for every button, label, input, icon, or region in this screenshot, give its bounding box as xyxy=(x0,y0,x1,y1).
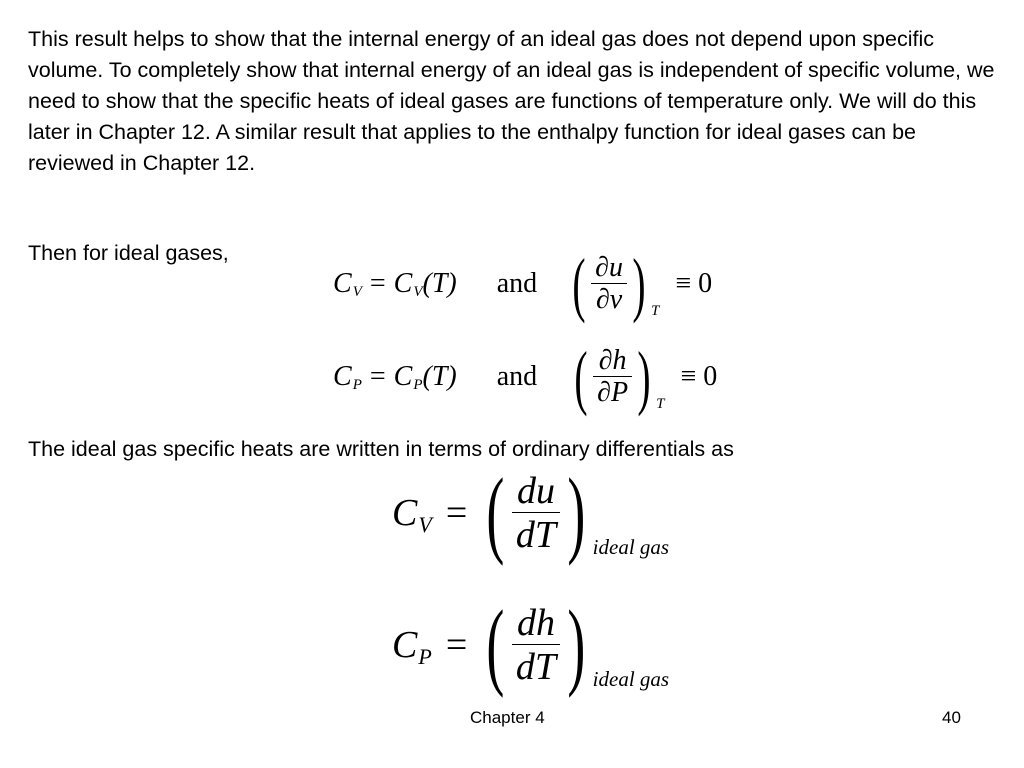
derivative-du-dt: $\frac{du}{dT}$ xyxy=(512,470,560,557)
partial-derivative-dh-dp: $\frac{\partial h}{\partial P}$ xyxy=(593,346,632,409)
equation-cp-ordinary: C P = ( $\frac{dh}{dT}$ ) ideal gas xyxy=(392,591,670,699)
ordinary-differentials-text: The ideal gas specific heats are written in terms of ordinary differentials as xyxy=(28,437,734,461)
partial-derivative-du-dv: $\frac{\partial u}{\partial v}$ xyxy=(591,253,627,316)
and-word: and xyxy=(496,268,538,299)
footer-chapter-label: Chapter 4 xyxy=(470,708,545,727)
intro-paragraph: This result helps to show that the internal energy of an ideal gas does not depend upon specific volume. To completely show that internal energy of an ideal gas is independent of specific volume, we need to show that the specific heats of ideal gases are functions of temperature only. We will do this later in Chapter 12. A similar result that applies to the enthalpy function for ideal gases can be reviewed in Chapter 12. xyxy=(28,27,995,175)
and-word: and xyxy=(496,361,538,392)
then-for-ideal-gases-text: Then for ideal gases, xyxy=(28,241,229,265)
derivative-dh-dt: $\frac{dh}{dT}$ xyxy=(512,602,560,689)
equation-cv-ordinary: C V = ( $\frac{du}{dT}$ ) ideal gas xyxy=(392,459,670,567)
equation-cv-partial: C V = C V (T) and ( $\frac{\partial u}{\partial v}$ ) T ≡ 0 xyxy=(333,244,713,324)
footer-page-number: 40 xyxy=(942,708,961,727)
equation-cp-partial: C P = C P (T) and ( $\frac{\partial h}{\partial P}$ ) T ≡ 0 xyxy=(333,337,718,417)
